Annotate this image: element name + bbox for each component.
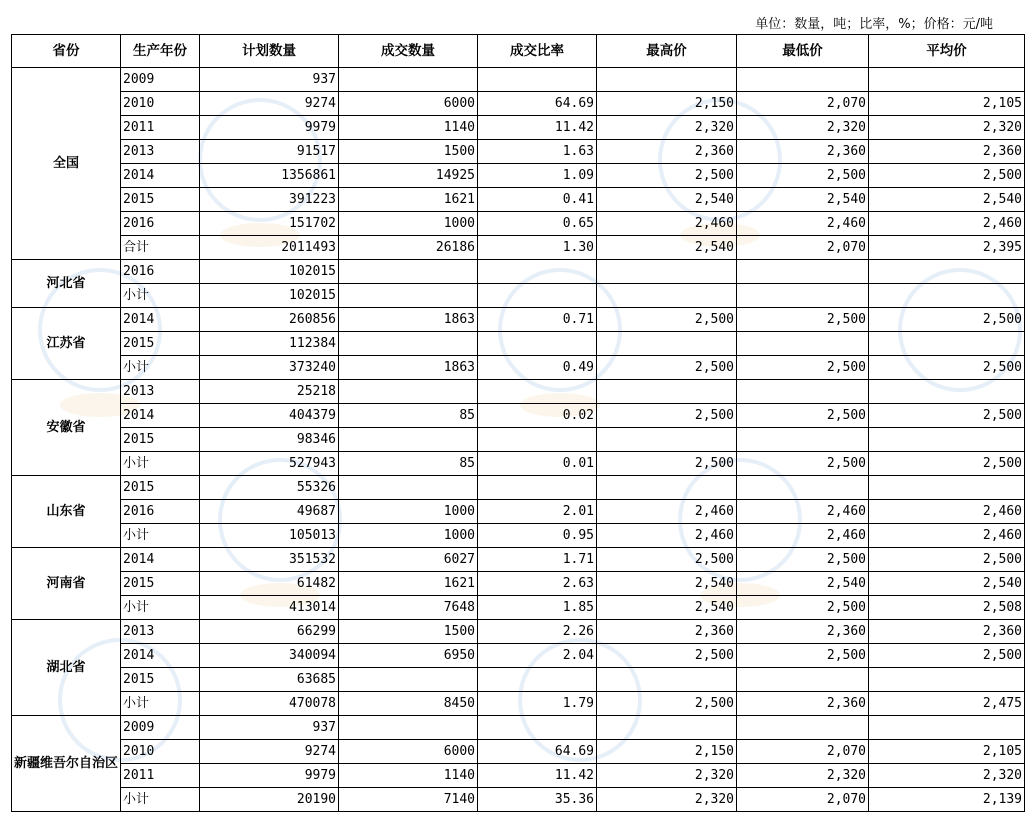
- table-row: [12, 356, 1025, 380]
- max-price-cell: [597, 428, 737, 452]
- avg-price-cell: 2,139: [869, 788, 1025, 812]
- min-price-cell: [737, 284, 869, 308]
- traded-qty-cell: 1140: [339, 116, 478, 140]
- year-cell: 2009: [121, 68, 200, 92]
- traded-qty-cell: 1000: [339, 524, 478, 548]
- traded-qty-cell: [339, 68, 478, 92]
- year-cell: 小计: [121, 596, 200, 620]
- trade-ratio-cell: 0.02: [478, 404, 597, 428]
- avg-price-cell: [869, 332, 1025, 356]
- min-price-cell: [737, 380, 869, 404]
- traded-qty-cell: 7140: [339, 788, 478, 812]
- min-price-cell: 2,460: [737, 500, 869, 524]
- min-price-cell: 2,320: [737, 764, 869, 788]
- planned-qty-cell: 151702: [200, 212, 339, 236]
- min-price-cell: 2,360: [737, 620, 869, 644]
- table-row: [12, 380, 1025, 404]
- avg-price-cell: [869, 476, 1025, 500]
- traded-qty-cell: 1621: [339, 572, 478, 596]
- province-cell: 江苏省: [12, 308, 121, 380]
- planned-qty-cell: 351532: [200, 548, 339, 572]
- avg-price-cell: [869, 260, 1025, 284]
- planned-qty-cell: 61482: [200, 572, 339, 596]
- max-price-cell: 2,500: [597, 308, 737, 332]
- min-price-cell: 2,360: [737, 140, 869, 164]
- table-row: [12, 620, 1025, 644]
- traded-qty-cell: [339, 476, 478, 500]
- province-cell: 河南省: [12, 548, 121, 620]
- year-cell: 合计: [121, 236, 200, 260]
- max-price-cell: 2,150: [597, 740, 737, 764]
- planned-qty-cell: 937: [200, 716, 339, 740]
- max-price-cell: [597, 284, 737, 308]
- header-province: 省份: [12, 35, 121, 68]
- header-trade-ratio: 成交比率: [478, 35, 597, 68]
- max-price-cell: [597, 476, 737, 500]
- min-price-cell: [737, 68, 869, 92]
- table-row: [12, 788, 1025, 812]
- table-row: [12, 476, 1025, 500]
- max-price-cell: 2,320: [597, 764, 737, 788]
- max-price-cell: [597, 260, 737, 284]
- traded-qty-cell: 1863: [339, 356, 478, 380]
- planned-qty-cell: 91517: [200, 140, 339, 164]
- planned-qty-cell: 112384: [200, 332, 339, 356]
- max-price-cell: 2,500: [597, 404, 737, 428]
- min-price-cell: 2,460: [737, 212, 869, 236]
- planned-qty-cell: 1356861: [200, 164, 339, 188]
- trade-ratio-cell: 1.71: [478, 548, 597, 572]
- max-price-cell: 2,500: [597, 356, 737, 380]
- year-cell: 2015: [121, 476, 200, 500]
- planned-qty-cell: 102015: [200, 260, 339, 284]
- avg-price-cell: [869, 68, 1025, 92]
- unit-note: 单位：数量，吨；比率，%；价格：元/吨: [755, 17, 993, 32]
- max-price-cell: 2,460: [597, 500, 737, 524]
- year-cell: 小计: [121, 788, 200, 812]
- year-cell: 2015: [121, 668, 200, 692]
- trade-ratio-cell: [478, 332, 597, 356]
- trade-ratio-cell: [478, 428, 597, 452]
- max-price-cell: 2,460: [597, 524, 737, 548]
- planned-qty-cell: 527943: [200, 452, 339, 476]
- header-planned-qty: 计划数量: [200, 35, 339, 68]
- max-price-cell: 2,360: [597, 140, 737, 164]
- avg-price-cell: 2,500: [869, 308, 1025, 332]
- year-cell: 2011: [121, 764, 200, 788]
- header-min-price: 最低价: [737, 35, 869, 68]
- max-price-cell: 2,500: [597, 692, 737, 716]
- trade-ratio-cell: 0.41: [478, 188, 597, 212]
- avg-price-cell: 2,500: [869, 644, 1025, 668]
- max-price-cell: 2,320: [597, 116, 737, 140]
- traded-qty-cell: 6000: [339, 92, 478, 116]
- min-price-cell: 2,070: [737, 92, 869, 116]
- trade-ratio-cell: [478, 476, 597, 500]
- avg-price-cell: [869, 284, 1025, 308]
- avg-price-cell: 2,508: [869, 596, 1025, 620]
- max-price-cell: 2,500: [597, 452, 737, 476]
- table-row: [12, 188, 1025, 212]
- trade-ratio-cell: [478, 260, 597, 284]
- table-row: [12, 716, 1025, 740]
- table-row: [12, 404, 1025, 428]
- avg-price-cell: [869, 716, 1025, 740]
- year-cell: 2009: [121, 716, 200, 740]
- table-body: [12, 68, 1025, 812]
- planned-qty-cell: 260856: [200, 308, 339, 332]
- max-price-cell: 2,540: [597, 236, 737, 260]
- avg-price-cell: 2,500: [869, 356, 1025, 380]
- year-cell: 2014: [121, 308, 200, 332]
- max-price-cell: 2,540: [597, 188, 737, 212]
- year-cell: 2014: [121, 164, 200, 188]
- max-price-cell: [597, 332, 737, 356]
- table-row: [12, 284, 1025, 308]
- year-cell: 小计: [121, 284, 200, 308]
- traded-qty-cell: 1621: [339, 188, 478, 212]
- avg-price-cell: 2,540: [869, 572, 1025, 596]
- planned-qty-cell: 98346: [200, 428, 339, 452]
- traded-qty-cell: [339, 428, 478, 452]
- traded-qty-cell: 14925: [339, 164, 478, 188]
- province-cell: 新疆维吾尔自治区: [12, 716, 121, 812]
- trade-ratio-cell: 1.85: [478, 596, 597, 620]
- table-row: [12, 452, 1025, 476]
- header-year: 生产年份: [121, 35, 200, 68]
- min-price-cell: [737, 428, 869, 452]
- min-price-cell: 2,500: [737, 356, 869, 380]
- year-cell: 2014: [121, 404, 200, 428]
- max-price-cell: [597, 716, 737, 740]
- traded-qty-cell: 26186: [339, 236, 478, 260]
- planned-qty-cell: 404379: [200, 404, 339, 428]
- trade-ratio-cell: 2.01: [478, 500, 597, 524]
- min-price-cell: [737, 476, 869, 500]
- avg-price-cell: [869, 668, 1025, 692]
- header-avg-price: 平均价: [869, 35, 1025, 68]
- avg-price-cell: [869, 428, 1025, 452]
- planned-qty-cell: 9274: [200, 740, 339, 764]
- avg-price-cell: 2,395: [869, 236, 1025, 260]
- trade-ratio-cell: [478, 284, 597, 308]
- trade-ratio-cell: 0.49: [478, 356, 597, 380]
- table-row: [12, 140, 1025, 164]
- max-price-cell: 2,360: [597, 620, 737, 644]
- traded-qty-cell: 85: [339, 404, 478, 428]
- trade-ratio-cell: 2.04: [478, 644, 597, 668]
- table-row: [12, 164, 1025, 188]
- trade-ratio-cell: 64.69: [478, 92, 597, 116]
- planned-qty-cell: 49687: [200, 500, 339, 524]
- trade-ratio-cell: [478, 380, 597, 404]
- year-cell: 小计: [121, 356, 200, 380]
- avg-price-cell: 2,105: [869, 740, 1025, 764]
- trade-ratio-cell: 2.63: [478, 572, 597, 596]
- min-price-cell: 2,500: [737, 596, 869, 620]
- year-cell: 2014: [121, 548, 200, 572]
- year-cell: 2011: [121, 116, 200, 140]
- planned-qty-cell: 102015: [200, 284, 339, 308]
- year-cell: 小计: [121, 524, 200, 548]
- planned-qty-cell: 20190: [200, 788, 339, 812]
- planned-qty-cell: 63685: [200, 668, 339, 692]
- traded-qty-cell: [339, 380, 478, 404]
- province-cell: 全国: [12, 68, 121, 260]
- min-price-cell: 2,070: [737, 236, 869, 260]
- table-row: [12, 524, 1025, 548]
- traded-qty-cell: 6950: [339, 644, 478, 668]
- min-price-cell: [737, 332, 869, 356]
- year-cell: 2015: [121, 428, 200, 452]
- avg-price-cell: 2,460: [869, 500, 1025, 524]
- trade-ratio-cell: 11.42: [478, 764, 597, 788]
- min-price-cell: 2,500: [737, 644, 869, 668]
- max-price-cell: 2,320: [597, 788, 737, 812]
- planned-qty-cell: 340094: [200, 644, 339, 668]
- planned-qty-cell: 25218: [200, 380, 339, 404]
- trade-ratio-cell: 35.36: [478, 788, 597, 812]
- min-price-cell: 2,320: [737, 116, 869, 140]
- traded-qty-cell: 1500: [339, 140, 478, 164]
- trade-ratio-cell: 1.63: [478, 140, 597, 164]
- table-row: [12, 596, 1025, 620]
- year-cell: 2015: [121, 188, 200, 212]
- min-price-cell: 2,070: [737, 788, 869, 812]
- trade-ratio-cell: 11.42: [478, 116, 597, 140]
- table-row: [12, 644, 1025, 668]
- min-price-cell: 2,460: [737, 524, 869, 548]
- province-cell: 安徽省: [12, 380, 121, 476]
- planned-qty-cell: 105013: [200, 524, 339, 548]
- avg-price-cell: 2,360: [869, 620, 1025, 644]
- trade-ratio-cell: [478, 668, 597, 692]
- max-price-cell: 2,540: [597, 572, 737, 596]
- year-cell: 2013: [121, 140, 200, 164]
- trade-ratio-cell: 0.65: [478, 212, 597, 236]
- year-cell: 2016: [121, 500, 200, 524]
- table-row: [12, 500, 1025, 524]
- avg-price-cell: 2,360: [869, 140, 1025, 164]
- avg-price-cell: [869, 380, 1025, 404]
- planned-qty-cell: 373240: [200, 356, 339, 380]
- min-price-cell: 2,500: [737, 452, 869, 476]
- year-cell: 2015: [121, 572, 200, 596]
- min-price-cell: 2,500: [737, 308, 869, 332]
- min-price-cell: 2,070: [737, 740, 869, 764]
- traded-qty-cell: [339, 668, 478, 692]
- trade-ratio-cell: 0.95: [478, 524, 597, 548]
- max-price-cell: [597, 380, 737, 404]
- planned-qty-cell: 9274: [200, 92, 339, 116]
- trade-ratio-cell: 0.01: [478, 452, 597, 476]
- planned-qty-cell: 9979: [200, 764, 339, 788]
- trade-ratio-cell: 64.69: [478, 740, 597, 764]
- table-row: [12, 212, 1025, 236]
- max-price-cell: 2,540: [597, 596, 737, 620]
- min-price-cell: 2,500: [737, 548, 869, 572]
- planned-qty-cell: 470078: [200, 692, 339, 716]
- traded-qty-cell: 1000: [339, 212, 478, 236]
- year-cell: 2013: [121, 380, 200, 404]
- table-row: [12, 764, 1025, 788]
- table-row: [12, 572, 1025, 596]
- table-row: [12, 116, 1025, 140]
- max-price-cell: 2,500: [597, 164, 737, 188]
- traded-qty-cell: 1500: [339, 620, 478, 644]
- max-price-cell: 2,460: [597, 212, 737, 236]
- year-cell: 2015: [121, 332, 200, 356]
- year-cell: 2016: [121, 260, 200, 284]
- avg-price-cell: 2,500: [869, 548, 1025, 572]
- header-traded-qty: 成交数量: [339, 35, 478, 68]
- avg-price-cell: 2,460: [869, 524, 1025, 548]
- grain-auction-table: [11, 34, 1025, 812]
- planned-qty-cell: 2011493: [200, 236, 339, 260]
- planned-qty-cell: 937: [200, 68, 339, 92]
- header-row: [12, 35, 1025, 68]
- min-price-cell: 2,360: [737, 692, 869, 716]
- province-cell: 湖北省: [12, 620, 121, 716]
- table-row: [12, 308, 1025, 332]
- avg-price-cell: 2,320: [869, 116, 1025, 140]
- trade-ratio-cell: 0.71: [478, 308, 597, 332]
- table-row: [12, 548, 1025, 572]
- year-cell: 2014: [121, 644, 200, 668]
- traded-qty-cell: 1140: [339, 764, 478, 788]
- min-price-cell: 2,500: [737, 404, 869, 428]
- table-row: [12, 332, 1025, 356]
- min-price-cell: [737, 668, 869, 692]
- max-price-cell: [597, 668, 737, 692]
- traded-qty-cell: [339, 332, 478, 356]
- avg-price-cell: 2,320: [869, 764, 1025, 788]
- province-cell: 山东省: [12, 476, 121, 548]
- year-cell: 2010: [121, 92, 200, 116]
- planned-qty-cell: 55326: [200, 476, 339, 500]
- traded-qty-cell: 8450: [339, 692, 478, 716]
- traded-qty-cell: [339, 716, 478, 740]
- trade-ratio-cell: 1.30: [478, 236, 597, 260]
- avg-price-cell: 2,500: [869, 404, 1025, 428]
- traded-qty-cell: 7648: [339, 596, 478, 620]
- avg-price-cell: 2,500: [869, 452, 1025, 476]
- planned-qty-cell: 9979: [200, 116, 339, 140]
- table-row: [12, 740, 1025, 764]
- year-cell: 2013: [121, 620, 200, 644]
- header-max-price: 最高价: [597, 35, 737, 68]
- avg-price-cell: 2,540: [869, 188, 1025, 212]
- avg-price-cell: 2,105: [869, 92, 1025, 116]
- table-row: [12, 236, 1025, 260]
- trade-ratio-cell: 1.79: [478, 692, 597, 716]
- max-price-cell: 2,150: [597, 92, 737, 116]
- planned-qty-cell: 413014: [200, 596, 339, 620]
- avg-price-cell: 2,500: [869, 164, 1025, 188]
- min-price-cell: [737, 260, 869, 284]
- max-price-cell: 2,500: [597, 644, 737, 668]
- planned-qty-cell: 391223: [200, 188, 339, 212]
- traded-qty-cell: 6027: [339, 548, 478, 572]
- avg-price-cell: 2,475: [869, 692, 1025, 716]
- avg-price-cell: 2,460: [869, 212, 1025, 236]
- table-row: [12, 692, 1025, 716]
- max-price-cell: 2,500: [597, 548, 737, 572]
- min-price-cell: 2,540: [737, 188, 869, 212]
- table-row: [12, 260, 1025, 284]
- traded-qty-cell: 85: [339, 452, 478, 476]
- traded-qty-cell: 6000: [339, 740, 478, 764]
- year-cell: 小计: [121, 452, 200, 476]
- trade-ratio-cell: [478, 68, 597, 92]
- province-cell: 河北省: [12, 260, 121, 308]
- table-row: [12, 92, 1025, 116]
- planned-qty-cell: 66299: [200, 620, 339, 644]
- year-cell: 小计: [121, 692, 200, 716]
- year-cell: 2016: [121, 212, 200, 236]
- table-row: [12, 668, 1025, 692]
- max-price-cell: [597, 68, 737, 92]
- traded-qty-cell: 1863: [339, 308, 478, 332]
- table-row: [12, 428, 1025, 452]
- traded-qty-cell: 1000: [339, 500, 478, 524]
- trade-ratio-cell: [478, 716, 597, 740]
- min-price-cell: 2,500: [737, 164, 869, 188]
- year-cell: 2010: [121, 740, 200, 764]
- min-price-cell: [737, 716, 869, 740]
- table-row: [12, 68, 1025, 92]
- trade-ratio-cell: 2.26: [478, 620, 597, 644]
- traded-qty-cell: [339, 260, 478, 284]
- trade-ratio-cell: 1.09: [478, 164, 597, 188]
- min-price-cell: 2,540: [737, 572, 869, 596]
- traded-qty-cell: [339, 284, 478, 308]
